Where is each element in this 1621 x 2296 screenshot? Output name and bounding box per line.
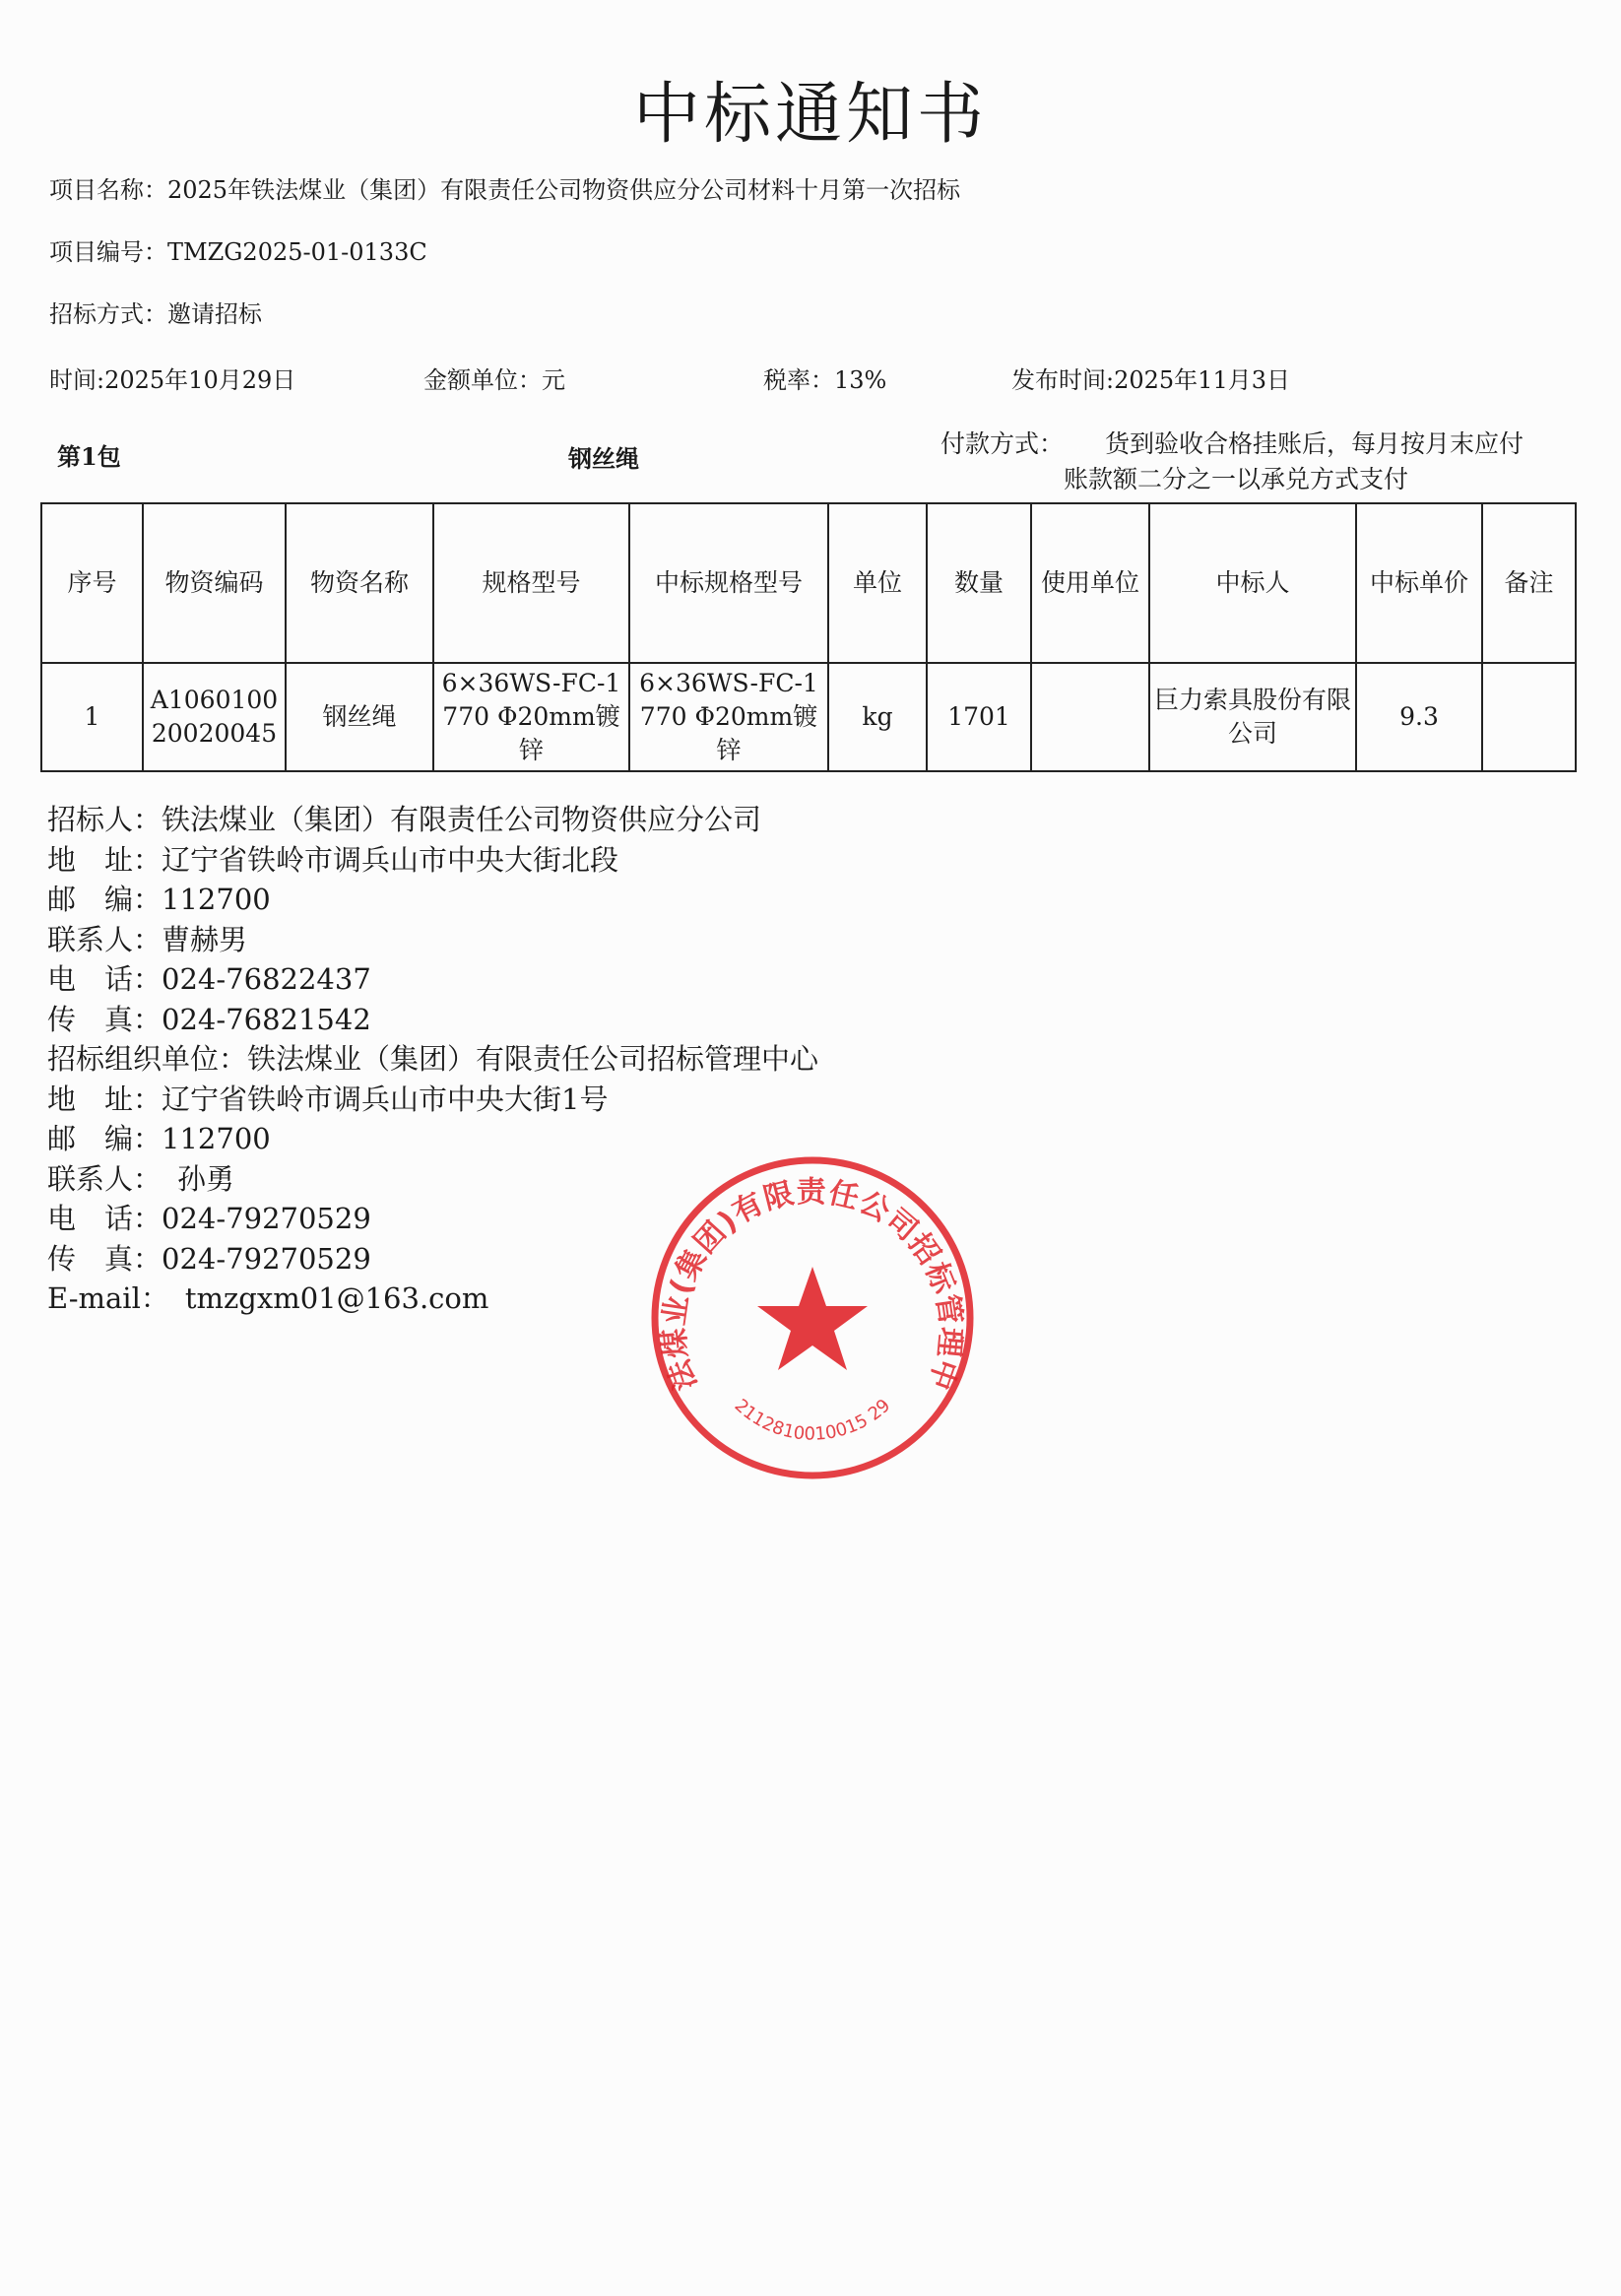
header-winner: 中标人 (1149, 503, 1356, 663)
cell-user-unit (1031, 663, 1149, 771)
agency-label: 招标组织单位： (47, 1042, 248, 1076)
agency-phone: 024-79270529 (162, 1202, 371, 1235)
table-header-row (41, 503, 1576, 663)
tender-method: 邀请招标 (167, 300, 262, 328)
payment-terms-line1: 货到验收合格挂账后，每月按月末应付 (1105, 429, 1524, 458)
cell-awarded-spec: 6×36WS-FC-1770 Φ20mm镀锌 (629, 663, 828, 771)
cell-index: 1 (41, 663, 143, 771)
cell-remark (1482, 663, 1576, 771)
header-spec: 规格型号 (433, 503, 629, 663)
tenderer-phone: 024-76822437 (162, 962, 371, 996)
agency-name: 铁法煤业（集团）有限责任公司招标管理中心 (247, 1042, 819, 1076)
tenderer-postcode-label: 邮 编： (47, 883, 162, 916)
cell-spec: 6×36WS-FC-1770 Φ20mm镀锌 (433, 663, 629, 771)
time-label: 时间: (49, 366, 105, 394)
agency-postcode-label: 邮 编： (47, 1122, 162, 1155)
seal-graphic (645, 1150, 980, 1485)
tenderer-fax: 024-76821542 (162, 1002, 371, 1036)
official-seal (645, 1150, 980, 1485)
seal-star-icon (757, 1267, 868, 1370)
package-name: 钢丝绳 (568, 444, 639, 473)
package-number: 第1包 (57, 442, 121, 471)
header-unit: 单位 (828, 503, 927, 663)
agency-email-label: E-mail： (47, 1281, 169, 1315)
currency-label: 金额单位： (423, 366, 542, 394)
agency-address-label: 地 址： (47, 1082, 162, 1116)
header-index: 序号 (41, 503, 143, 663)
publish-value: 2025年11月3日 (1114, 366, 1290, 394)
tender-method-label: 招标方式： (49, 300, 167, 328)
tax-label: 税率： (763, 366, 834, 394)
award-table (40, 502, 1577, 772)
tenderer-address: 辽宁省铁岭市调兵山市中央大街北段 (162, 842, 619, 877)
seal-arc-text: 法煤业(集团)有限责任公司招标管理中 (657, 1174, 968, 1395)
tenderer-label: 招标人： (47, 803, 162, 836)
tenderer-row (47, 800, 818, 840)
tender-method-row (49, 295, 262, 329)
cell-winner: 巨力索具股份有限公司 (1149, 663, 1356, 771)
tenderer-address-label: 地 址： (47, 842, 162, 877)
cell-unit-price: 9.3 (1356, 663, 1482, 771)
payment-label: 付款方式： (940, 429, 1065, 458)
tenderer-postcode-row (47, 880, 818, 920)
payment-terms-line2: 账款额二分之一以承兑方式支付 (1064, 465, 1409, 493)
tenderer-contact: 曹赫男 (162, 922, 248, 956)
tenderer-contact-label: 联系人： (47, 922, 162, 956)
cell-material-code: A106010020020045 (143, 663, 286, 771)
currency-field (423, 361, 565, 395)
project-code-label: 项目编号： (49, 238, 167, 266)
project-name-row (49, 170, 960, 205)
project-code-row (49, 232, 427, 267)
tenderer-contact-row (47, 920, 818, 960)
header-quantity: 数量 (927, 503, 1031, 663)
cell-material-name: 钢丝绳 (286, 663, 433, 771)
agency-address: 辽宁省铁岭市调兵山市中央大街1号 (162, 1082, 609, 1116)
header-material-code: 物资编码 (143, 503, 286, 663)
agency-contact: 孙勇 (177, 1161, 235, 1196)
agency-row (47, 1039, 818, 1080)
tax-field (763, 361, 886, 395)
publish-field (1011, 361, 1290, 395)
currency-value: 元 (542, 366, 565, 394)
tenderer-phone-row (47, 959, 818, 1000)
seal-number: 2112810010015 29 (730, 1395, 895, 1445)
agency-fax-label: 传 真： (47, 1241, 162, 1276)
tenderer-postcode: 112700 (162, 883, 271, 916)
agency-contact-label: 联系人： (47, 1161, 162, 1196)
time-field (49, 361, 295, 395)
tenderer-fax-label: 传 真： (47, 1002, 162, 1036)
agency-phone-label: 电 话： (47, 1202, 162, 1235)
project-name-label: 项目名称： (49, 176, 167, 204)
document-title: 中标通知书 (632, 76, 988, 154)
tenderer-address-row (47, 840, 818, 881)
cell-quantity: 1701 (927, 663, 1031, 771)
cell-unit: kg (828, 663, 927, 771)
agency-fax: 024-79270529 (162, 1241, 371, 1276)
header-unit-price: 中标单价 (1356, 503, 1482, 663)
time-value: 2025年10月29日 (104, 366, 296, 394)
project-name: 2025年铁法煤业（集团）有限责任公司物资供应分公司材料十月第一次招标 (167, 176, 961, 204)
agency-email: tmzgxm01@163.com (184, 1281, 489, 1315)
tenderer-phone-label: 电 话： (47, 962, 162, 996)
project-code: TMZG2025-01-0133C (167, 238, 427, 266)
agency-postcode: 112700 (162, 1122, 271, 1155)
header-remark: 备注 (1482, 503, 1576, 663)
header-awarded-spec: 中标规格型号 (629, 503, 828, 663)
header-material-name: 物资名称 (286, 503, 433, 663)
header-user-unit: 使用单位 (1031, 503, 1149, 663)
tenderer-fax-row (47, 1000, 818, 1040)
publish-label: 发布时间: (1011, 366, 1115, 394)
tax-value: 13% (834, 366, 887, 394)
table-row (41, 663, 1576, 771)
agency-address-row (47, 1080, 818, 1120)
tenderer-name: 铁法煤业（集团）有限责任公司物资供应分公司 (162, 803, 762, 836)
